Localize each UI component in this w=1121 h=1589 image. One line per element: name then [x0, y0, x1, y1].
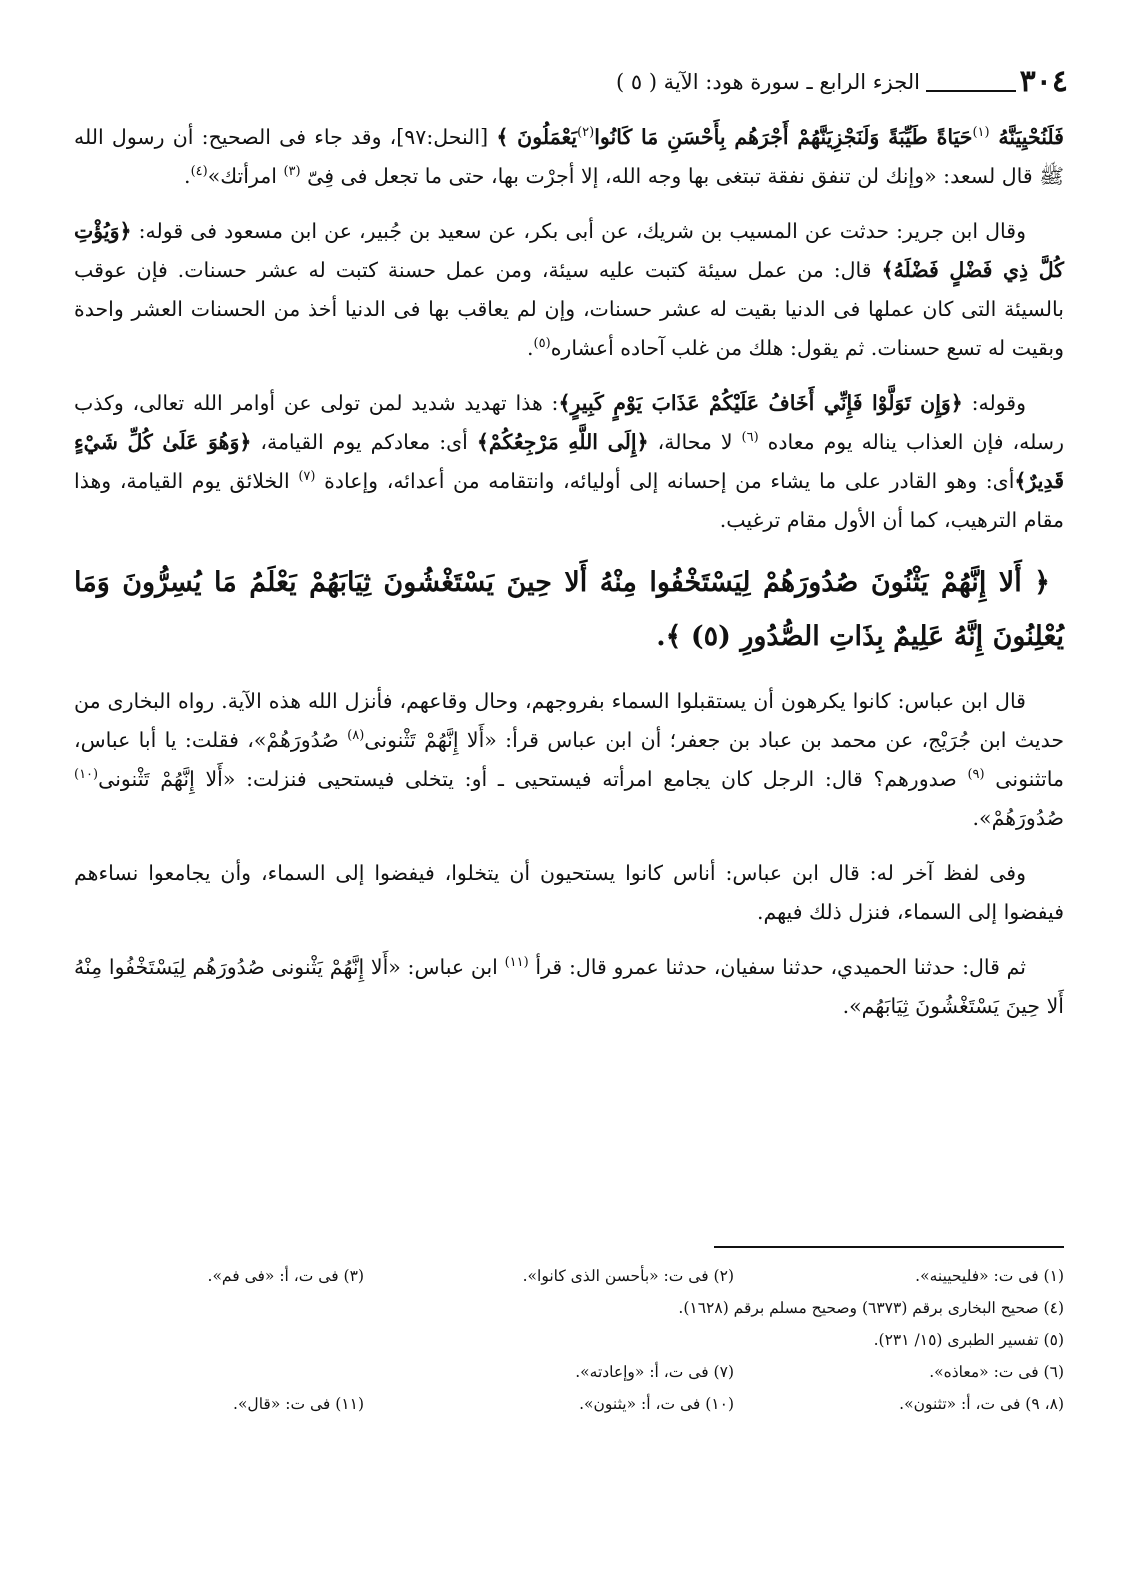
text-segment: الخلائق يوم القيامة، وهذا مقام الترهيب، كما أن الأول مقام ترغيب.	[74, 469, 1064, 532]
text-segment: : هذا تهديد شديد لمن تولى عن أوامر الله تعالى، وكذب رسله، فإن العذاب يناله يوم معاده	[74, 391, 1064, 454]
paragraph-p4	[74, 682, 1064, 838]
footnote-7: (٧) فى ت، أ: «وإعادته».	[575, 1363, 734, 1381]
text-segment: ثم قال: حدثنا الحميدي، حدثنا سفيان، حدثنا عمرو قال: قرأ	[528, 955, 1026, 979]
text-segment: قال: من عمل سيئة كتبت عليه سيئة، ومن عمل حسنة كتبت له عشر حسنات. فإن عوقب بالسيئة التى كان عملها فى الدنيا بقيت له عشر حسنات، وإن لم يعاقب بها فى الدنيا أخذ من الحسنات العشر واحدة وبقيت له تسع حسنات. ثم يقول: هلك من غلب آحاده أعشاره	[74, 258, 1064, 360]
footnote-rule	[714, 1246, 1064, 1248]
footnote-6: (٦) فى ت: «معاذه».	[929, 1363, 1064, 1381]
text-segment: .	[527, 336, 534, 360]
commentary-block-2	[74, 682, 1064, 1026]
text-segment: صدورهم؟ قال: الرجل كان يجامع امرأته فيستحيى ـ أو: يتخلى فيستحيى فنزلت: «أَلا إِنَّهُمْ تَثْنونى	[98, 767, 968, 791]
footnote-ref: (٧)	[298, 469, 316, 485]
footnotes	[134, 1260, 1064, 1420]
footnote-10: (١٠) فى ت، أ: «يثنون».	[579, 1395, 734, 1413]
footnote-row	[134, 1292, 1064, 1324]
text-segment: وفى لفظ آخر له: قال ابن عباس: أناس كانوا يستحيون أن يتخلوا، فيفضوا إلى السماء، وأن يجامعوا نساءهم فيفضوا إلى السماء، فنزل ذلك فيهم.	[74, 861, 1064, 924]
text-segment: صُدُورَهُمْ»، فقلت: يا أبا عباس، ماتثنونى	[74, 728, 1064, 791]
footnote-row	[134, 1356, 1064, 1388]
paragraph-p5	[74, 854, 1064, 932]
footnote-2: (٢) فى ت: «بأحسن الذى كانوا».	[522, 1267, 734, 1285]
page-header	[72, 62, 1068, 102]
footnote-row	[134, 1260, 1064, 1292]
text-segment: أى: معادكم يوم القيامة،	[251, 430, 477, 454]
quran-quote: فَلَنُحْيِيَنَّهُ	[989, 125, 1064, 149]
quran-quote: ﴿وَهُوَ عَلَىٰ كُلِّ شَيْءٍ قَدِيرٌ﴾	[74, 430, 1065, 493]
footnote-1: (١) فى ت: «فليحيينه».	[915, 1267, 1064, 1285]
main-text	[74, 118, 1064, 1042]
text-segment: امرأتك»	[207, 164, 284, 188]
paragraph-p2	[74, 212, 1064, 368]
commentary-block-1	[74, 118, 1064, 540]
text-segment: أى: وهو القادر على ما يشاء من إحسانه إلى أوليائه، وانتقامه من أعدائه، وإعادة	[315, 469, 1015, 493]
text-segment: .	[184, 164, 191, 188]
footnote-5: (٥) تفسير الطبرى (١٥/ ٢٣١).	[873, 1331, 1064, 1349]
quran-quote: ﴿وَيُؤْتِ كُلَّ ذِي فَضْلٍ فَضْلَهُ﴾	[74, 219, 1065, 282]
text-segment: [النحل:٩٧]، وقد جاء فى الصحيح: أن رسول الله ﷺ قال لسعد: «وإنك لن تنفق نفقة تبتغى بها وجه الله، إلا أجرْت بها، حتى ما تجعل فى فِىّ	[74, 125, 1064, 188]
text-segment: وقال ابن جرير: حدثت عن المسيب بن شريك، عن أبى بكر، عن سعيد بن جُبير، عن ابن مسعود فى قوله:	[131, 219, 1026, 243]
text-segment: وقوله:	[962, 391, 1027, 415]
text-segment: لا محالة،	[648, 430, 742, 454]
page-number: ٣٠٤	[1019, 64, 1068, 99]
footnote-ref: (١١)	[504, 955, 529, 971]
header-rule	[926, 90, 1016, 92]
paragraph-p3	[74, 384, 1064, 540]
footnote-11: (١١) فى ت: «قال».	[233, 1395, 364, 1413]
running-title: الجزء الرابع ـ سورة هود: الآية ( ٥ )	[615, 70, 920, 94]
footnote-row	[134, 1388, 1064, 1420]
quran-quote: ﴿وَإِن تَوَلَّوْا فَإِنِّي أَخَافُ عَلَيْكُمْ عَذَابَ يَوْمٍ كَبِيرٍ﴾	[558, 391, 963, 415]
paragraph-p6	[74, 948, 1064, 1026]
quran-quote: ﴿إِلَى اللَّهِ مَرْجِعُكُمْ﴾	[476, 430, 649, 454]
paragraph-p1	[74, 118, 1064, 196]
text-segment: صُدُورَهُمْ».	[972, 806, 1064, 830]
footnote-8-9: (٨، ٩) فى ت، أ: «تثنون».	[899, 1395, 1064, 1413]
text-segment: قال ابن عباس: كانوا يكرهون أن يستقبلوا السماء بفروجهم، وحال وقاعهم، فأنزل الله هذه الآية. رواه البخارى من حديث ابن جُرَيْج، عن محمد بن عباد بن جعفر؛ أن ابن عباس قرأ: «أَلا إِنَّهُمْ تَثْنونى	[74, 689, 1065, 752]
footnote-ref: (٤)	[190, 164, 208, 180]
footnote-ref: (٨)	[347, 728, 365, 744]
footnote-3: (٣) فى ت، أ: «فى فم».	[207, 1267, 364, 1285]
footnote-4: (٤) صحيح البخارى برقم (٦٣٧٣) وصحيح مسلم برقم (١٦٢٨).	[678, 1299, 1064, 1317]
quran-quote: يَعْمَلُونَ ﴾	[496, 125, 578, 149]
footnote-ref: (١)	[972, 125, 990, 141]
quran-verse: ﴿ أَلا إِنَّهُمْ يَثْنُونَ صُدُورَهُمْ لِيَسْتَخْفُوا مِنْهُ أَلا حِينَ يَسْتَغْشُونَ ثِيَابَهُمْ يَعْلَمُ مَا يُسِرُّونَ وَمَا يُعْلِنُونَ إِنَّهُ عَلِيمٌ بِذَاتِ الصُّدُورِ (٥) ﴾.	[74, 567, 1064, 652]
footnote-ref: (٦)	[741, 430, 759, 446]
quran-quote: حَيَاةً طَيِّبَةً وَلَنَجْزِيَنَّهُمْ أَجْرَهُم بِأَحْسَنِ مَا كَانُوا	[594, 125, 973, 149]
footnote-ref: (٩)	[967, 767, 985, 783]
footnote-row	[134, 1324, 1064, 1356]
footnote-ref: (٢)	[577, 125, 595, 141]
footnote-ref: (٥)	[533, 336, 551, 352]
footnote-ref: (٣)	[283, 164, 301, 180]
text-segment: ابن عباس: «أَلا إِنَّهُمْ يَثْنونى صُدُورَهُم لِيَسْتَخْفُوا مِنْهُ أَلا حِينَ يَسْتَغْشُونَ ثِيَابَهُم».	[74, 955, 1064, 1018]
footnote-ref: (١٠)	[74, 767, 99, 783]
